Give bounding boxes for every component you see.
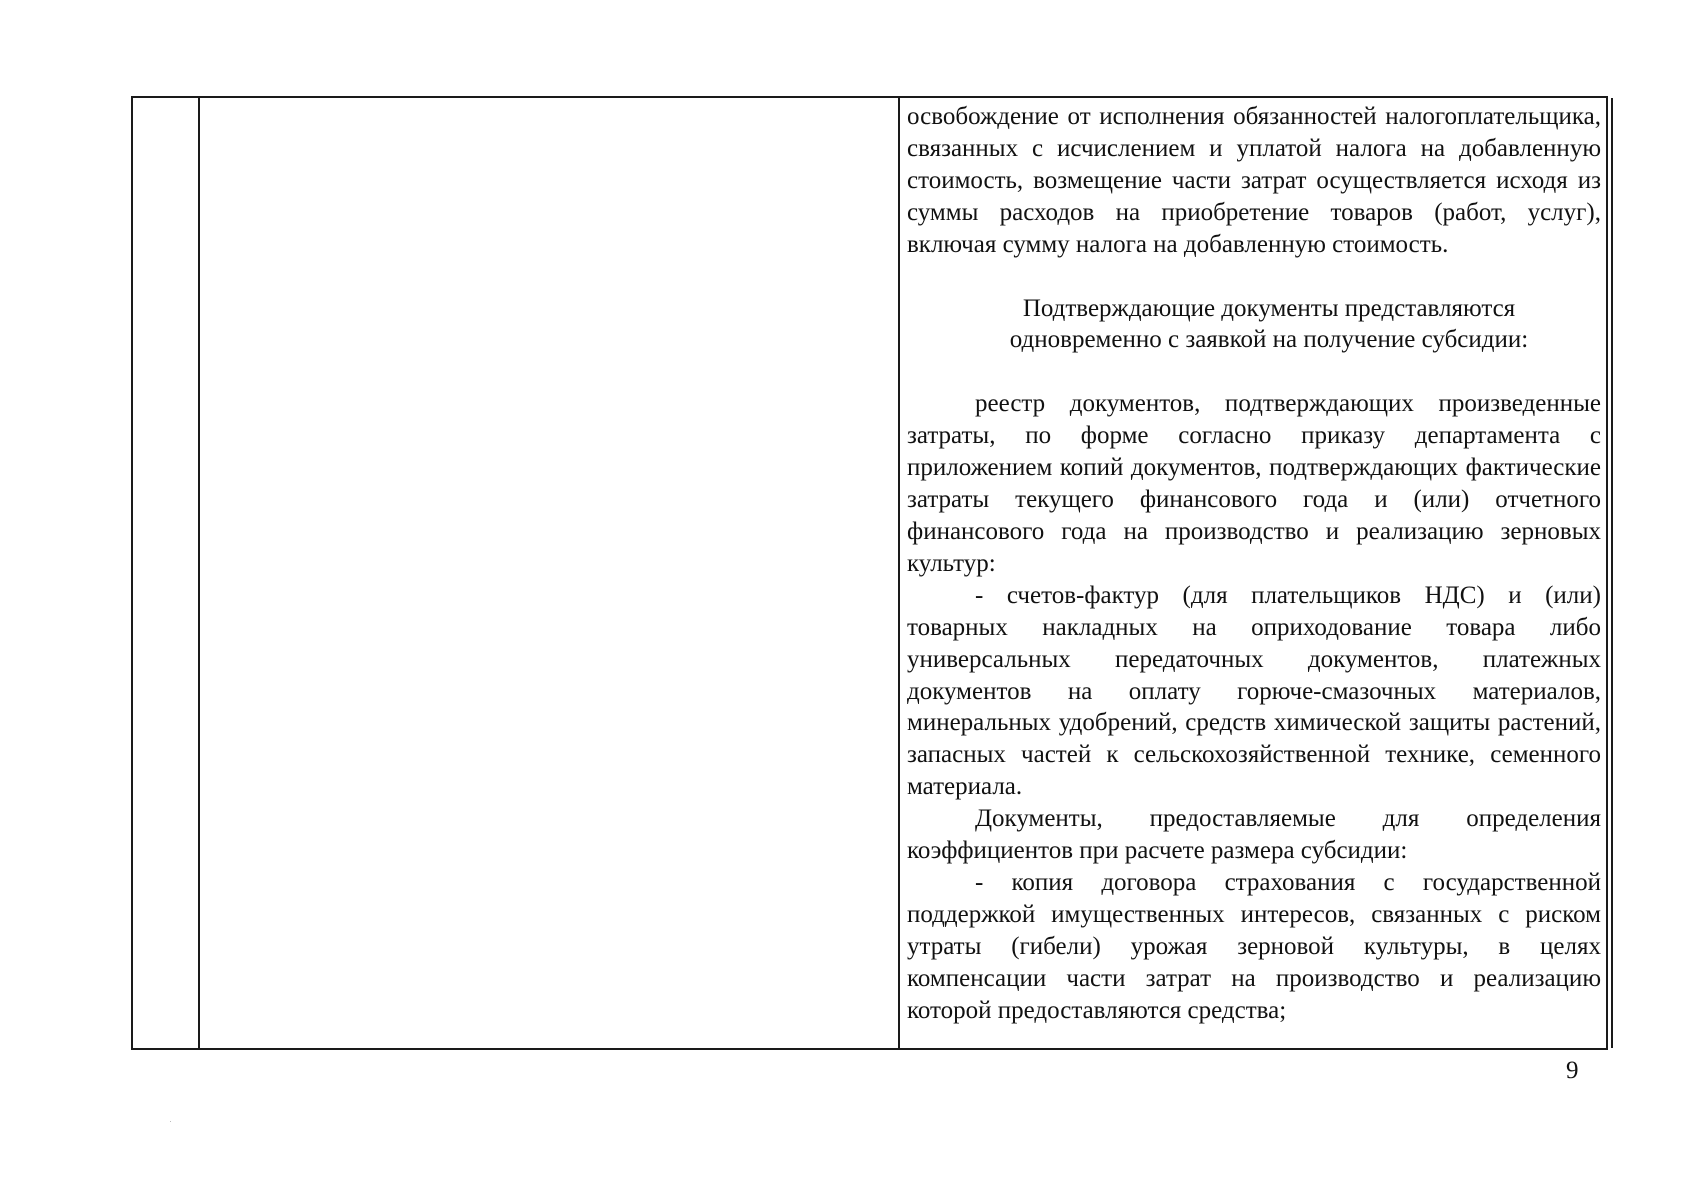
column-divider-1 — [198, 98, 200, 1048]
spacer — [907, 261, 1601, 293]
paragraph-registry: реестр документов, подтверждающих произведенные затраты, по форме согласно приказу департамента с приложением копий документов, подтверждающих фактические затраты текущего финансового года и (или) отчетного финансового года на производство и реализацию зерновых культур: — [907, 390, 1601, 577]
spacer — [907, 356, 1601, 388]
paragraph-invoices: - счетов-фактур (для плательщиков НДС) и (или) товарных накладных на оприходование товара либо универсальных передаточных документов, платежных документов на оплату горюче-смазочных материалов, минеральных удобрений, средств химической защиты растений, запасных частей к сельскохозяйственной технике, семенного материала. — [907, 581, 1601, 801]
page-number: 9 — [1566, 1057, 1579, 1084]
column-divider-3 — [1611, 98, 1613, 1048]
right-cell-content — [907, 101, 1601, 1026]
section-heading: Подтверждающие документы представляются одновременно с заявкой на получение субсидии: — [1009, 294, 1529, 354]
scan-speck — [170, 1121, 171, 1122]
paragraph-coefficients: Документы, предоставляемые для определения коэффициентов при расчете размера субсидии: — [907, 805, 1601, 865]
paragraph-insurance: - копия договора страхования с государственной поддержкой имущественных интересов, связанных с риском утраты (гибели) урожая зерновой культуры, в целях компенсации части затрат на производство и реализацию которой предоставляются средства; — [907, 868, 1601, 1024]
column-divider-2 — [898, 98, 900, 1048]
paragraph-vat-exemption: освобождение от исполнения обязанностей налогоплательщика, связанных с исчислением и уплатой налога на добавленную стоимость, возмещение части затрат осуществляется исходя из суммы расходов на приобретение товаров (работ, услуг), включая сумму налога на добавленную стоимость. — [907, 103, 1601, 258]
document-table — [131, 96, 1608, 1050]
